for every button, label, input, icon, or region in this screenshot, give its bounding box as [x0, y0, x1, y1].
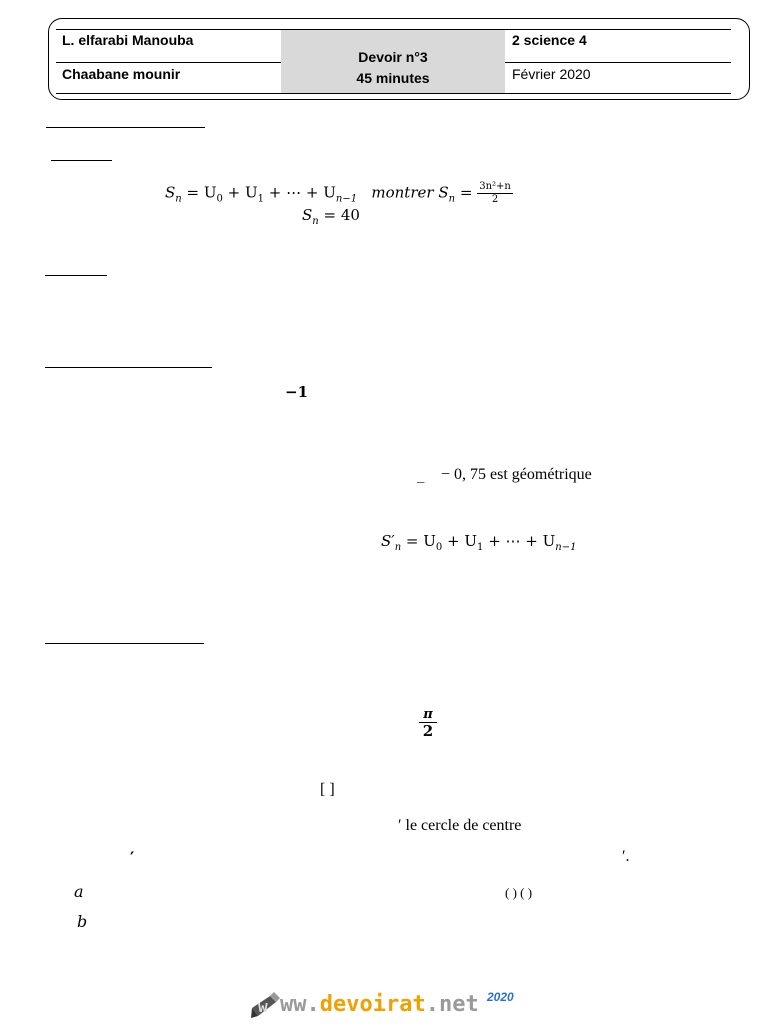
exercise1-heading-rule: [46, 127, 205, 128]
teacher-name: Chaabane mounir: [62, 66, 181, 82]
watermark-url: ww.devoirat.net: [280, 992, 479, 1017]
minus-one: −1: [285, 383, 309, 401]
exercise1-sub-rule: [51, 160, 112, 161]
item-a-label: a: [74, 882, 84, 901]
exercise1-sub2-rule: [45, 275, 107, 276]
watermark: [250, 990, 540, 1020]
exercise2-heading-rule: [45, 367, 212, 368]
devoir-duration: 45 minutes: [356, 70, 430, 86]
devoir-title: Devoir n°3: [358, 49, 428, 65]
sum-formula: $S_n = U_0 + U_1$ + ⋯ + $U_{n-1}$ montrer $S_n$ = $\frac{\text{3n²+n}}{2}$: [165, 181, 511, 205]
header-mid-rule-left: [56, 62, 281, 63]
bracket-segment: [ ]: [320, 781, 335, 798]
sprime-formula: $S'_n = U_0 + U_1$ + ⋯ + $U_{n-1}$: [381, 532, 577, 553]
geometric-statement: − 0, 75 est géométrique: [441, 466, 592, 483]
class-label: 2 science 4: [512, 32, 587, 48]
fraction-3n2-n-over-2: $\frac{\text{3n²+n}}{2}$: [479, 181, 511, 205]
svg-text:w: w: [258, 997, 268, 1016]
coordinate-parens: ( ) ( ): [505, 885, 533, 900]
watermark-year: 2020: [487, 990, 514, 1004]
pi-over-two: π 2: [419, 708, 437, 740]
header-mid-rule-right: [505, 62, 731, 63]
underscore-mark: _: [417, 465, 425, 483]
pencil-logo-icon: [250, 990, 284, 1020]
prime-mark-right: ′.: [622, 848, 630, 865]
header-top-rule: [56, 29, 731, 30]
sn-equals-40: $S_n = 40$: [302, 206, 360, 227]
exercise3-heading-rule: [45, 643, 204, 644]
prime-mark-left: ′: [130, 848, 135, 867]
item-b-label: b: [77, 912, 88, 931]
circle-statement: ′ le cercle de centre: [398, 817, 522, 834]
date-label: Février 2020: [512, 66, 591, 82]
school-name: L. elfarabi Manouba: [62, 32, 194, 48]
header-bottom-rule: [56, 93, 731, 94]
